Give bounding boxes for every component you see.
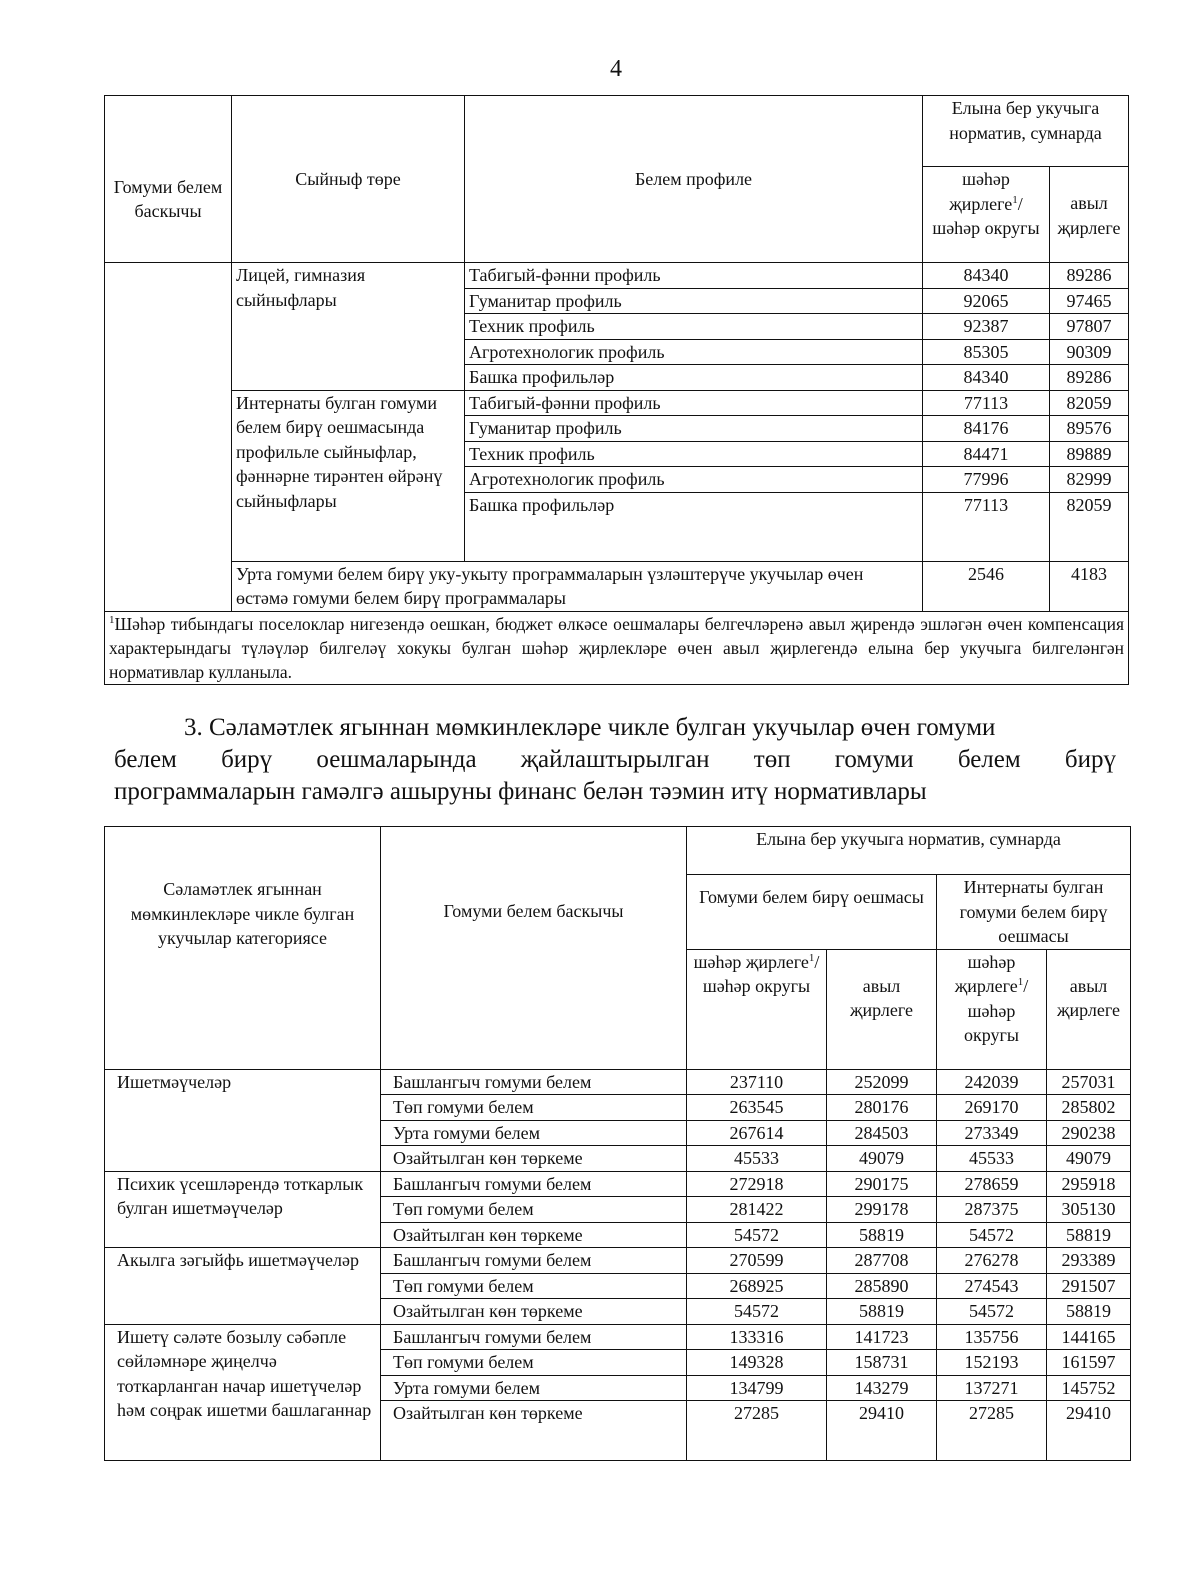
profile-cell: Техник профиль: [465, 441, 923, 467]
value-cell: 281422: [687, 1197, 827, 1223]
profile-cell: Табигый-фәнни профиль: [465, 263, 923, 289]
level-cell: Озайтылган көн төркеме: [381, 1222, 687, 1248]
level-cell: Башлангыч гомуми белем: [381, 1069, 687, 1095]
value-cell: 29410: [827, 1401, 937, 1461]
value-cell: 45533: [937, 1146, 1047, 1172]
value-cell: 285890: [827, 1273, 937, 1299]
level-cell: Озайтылган көн төркеме: [381, 1299, 687, 1325]
value-cell: 293389: [1047, 1248, 1131, 1274]
header-org-general: Гомуми белем бирү оешмасы: [687, 875, 937, 950]
value-city: 84176: [923, 416, 1050, 442]
header-village: авыл җирлеге: [1050, 167, 1129, 263]
category-cell: Психик үсешләрендә тоткарлык булган ишетмәүчеләр: [105, 1171, 381, 1248]
value-cell: 269170: [937, 1095, 1047, 1121]
value-cell: 149328: [687, 1350, 827, 1376]
header-org-boarding: Интернаты булган гомуми белем бирү оешмасы: [937, 875, 1131, 950]
profile-cell: Башка профильләр: [465, 365, 923, 391]
value-city: 77113: [923, 390, 1050, 416]
value-cell: 137271: [937, 1375, 1047, 1401]
value-cell: 27285: [687, 1401, 827, 1461]
value-cell: 54572: [937, 1299, 1047, 1325]
value-cell: 144165: [1047, 1324, 1131, 1350]
header-category: Сәламәтлек ягыннан мөмкинлекләре чикле булган укучылар категориясе: [105, 827, 381, 1070]
value-city: 84340: [923, 365, 1050, 391]
value-village: 90309: [1050, 339, 1129, 365]
level-cell: Төп гомуми белем: [381, 1273, 687, 1299]
value-cell: 58819: [1047, 1299, 1131, 1325]
value-cell: 273349: [937, 1120, 1047, 1146]
value-village: 4183: [1050, 561, 1129, 611]
value-cell: 49079: [827, 1146, 937, 1172]
value-cell: 305130: [1047, 1197, 1131, 1223]
header-normative: Елына бер укучыга норматив, сумнарда: [923, 96, 1129, 167]
value-cell: 29410: [1047, 1401, 1131, 1461]
extra-program-cell: Урта гомуми белем бирү уку-укыту программаларын үзләштерүче укучылар өчен өстәмә гомуми белем бирү программалары: [232, 561, 923, 611]
class-type-cell: Интернаты булган гомуми белем бирү оешмасында профильле сыйныфлар, фәннәрне тирәнтен өйрәнү сыйныфлары: [232, 390, 465, 561]
value-cell: 295918: [1047, 1171, 1131, 1197]
value-village: 82059: [1050, 390, 1129, 416]
value-city: 92387: [923, 314, 1050, 340]
value-city: 85305: [923, 339, 1050, 365]
value-cell: 161597: [1047, 1350, 1131, 1376]
value-village: 82999: [1050, 467, 1129, 493]
value-city: 77996: [923, 467, 1050, 493]
category-cell: Акылга зәгыйфь ишетмәүчеләр: [105, 1248, 381, 1325]
value-cell: 242039: [937, 1069, 1047, 1095]
value-cell: 54572: [687, 1222, 827, 1248]
header-city-2: шәһәр җирлеге$^1$/ шәһәр округы: [937, 949, 1047, 1069]
level-cell: Төп гомуми белем: [381, 1197, 687, 1223]
page-number: 4: [610, 56, 622, 82]
value-cell: 58819: [827, 1222, 937, 1248]
class-type-cell: Лицей, гимназия сыйныфлары: [232, 263, 465, 391]
value-cell: 134799: [687, 1375, 827, 1401]
header-village-1: авыл җирлеге: [827, 949, 937, 1069]
value-cell: 45533: [687, 1146, 827, 1172]
value-cell: 287375: [937, 1197, 1047, 1223]
profile-cell: Гуманитар профиль: [465, 288, 923, 314]
value-cell: 27285: [937, 1401, 1047, 1461]
value-cell: 270599: [687, 1248, 827, 1274]
category-cell: Ишетмәүчеләр: [105, 1069, 381, 1171]
level-cell: Озайтылган көн төркеме: [381, 1146, 687, 1172]
value-cell: 284503: [827, 1120, 937, 1146]
value-cell: 287708: [827, 1248, 937, 1274]
header-level: Гомуми белем баскычы: [105, 96, 232, 263]
level-cell: Башлангыч гомуми белем: [381, 1324, 687, 1350]
header-level: Гомуми белем баскычы: [381, 827, 687, 1070]
value-cell: 152193: [937, 1350, 1047, 1376]
value-cell: 58819: [1047, 1222, 1131, 1248]
value-cell: 276278: [937, 1248, 1047, 1274]
profile-normatives-table: [104, 95, 1129, 685]
profile-cell: Башка профильләр: [465, 492, 923, 561]
value-cell: 237110: [687, 1069, 827, 1095]
value-village: 97465: [1050, 288, 1129, 314]
level-cell: Урта гомуми белем: [381, 1375, 687, 1401]
value-cell: 267614: [687, 1120, 827, 1146]
value-cell: 252099: [827, 1069, 937, 1095]
value-city: 77113: [923, 492, 1050, 561]
value-village: 97807: [1050, 314, 1129, 340]
level-cell: Төп гомуми белем: [381, 1350, 687, 1376]
value-cell: 290238: [1047, 1120, 1131, 1146]
value-cell: 291507: [1047, 1273, 1131, 1299]
profile-cell: Гуманитар профиль: [465, 416, 923, 442]
profile-cell: Агротехнологик профиль: [465, 339, 923, 365]
value-cell: 135756: [937, 1324, 1047, 1350]
level-cell: Урта гомуми белем: [381, 1120, 687, 1146]
value-city: 84471: [923, 441, 1050, 467]
value-cell: 272918: [687, 1171, 827, 1197]
category-cell: Ишетү сәләте бозылу сәбәпле сөйләмнәре җиңелчә тоткарланган начар ишетүчеләр һәм соңрак ишетми башлаганнар: [105, 1324, 381, 1461]
profile-cell: Техник профиль: [465, 314, 923, 340]
header-profile: Белем профиле: [465, 96, 923, 263]
value-village: 82059: [1050, 492, 1129, 561]
value-cell: 274543: [937, 1273, 1047, 1299]
health-normatives-table: [104, 826, 1131, 1461]
value-cell: 268925: [687, 1273, 827, 1299]
value-cell: 49079: [1047, 1146, 1131, 1172]
value-cell: 290175: [827, 1171, 937, 1197]
value-village: 89889: [1050, 441, 1129, 467]
value-city: 84340: [923, 263, 1050, 289]
value-cell: 158731: [827, 1350, 937, 1376]
value-cell: 285802: [1047, 1095, 1131, 1121]
value-cell: 280176: [827, 1095, 937, 1121]
level-cell: [105, 263, 232, 612]
value-cell: 58819: [827, 1299, 937, 1325]
footnote: $^1$Шәһәр тибындагы поселоклар нигезендә оешкан, бюджет өлкәсе оешмалары белгечләренә авыл җирендә эшләгән өчен компенсация характерындагы түләүләр билгеләү хокукы булган шәһәр җирлекләре өчен авыл җирлегендә елына бер укучыга билгеләнгән нормативлар кулланыла.: [105, 611, 1129, 684]
level-cell: Башлангыч гомуми белем: [381, 1248, 687, 1274]
value-village: 89576: [1050, 416, 1129, 442]
level-cell: Башлангыч гомуми белем: [381, 1171, 687, 1197]
header-city: шәһәр җирлеге$^1$/ шәһәр округы: [923, 167, 1050, 263]
header-village-2: авыл җирлеге: [1047, 949, 1131, 1069]
header-class-type: Сыйныф төре: [232, 96, 465, 263]
header-city-1: шәһәр җирлеге$^1$/ шәһәр округы: [687, 949, 827, 1069]
value-city: 2546: [923, 561, 1050, 611]
value-cell: 133316: [687, 1324, 827, 1350]
level-cell: Төп гомуми белем: [381, 1095, 687, 1121]
value-cell: 257031: [1047, 1069, 1131, 1095]
value-cell: 299178: [827, 1197, 937, 1223]
value-cell: 145752: [1047, 1375, 1131, 1401]
level-cell: Озайтылган көн төркеме: [381, 1401, 687, 1461]
value-village: 89286: [1050, 365, 1129, 391]
section-heading: 3. Сәламәтлек ягыннан мөмкинлекләре чикле булган укучылар өчен гомуми белем бирү оешмаларында җайлаштырылган төп гомуми белем бирү программаларын гамәлгә ашыруны финанс белән тәэмин итү нормативлары: [114, 714, 1116, 805]
value-city: 92065: [923, 288, 1050, 314]
value-cell: 141723: [827, 1324, 937, 1350]
profile-cell: Табигый-фәнни профиль: [465, 390, 923, 416]
value-cell: 143279: [827, 1375, 937, 1401]
value-village: 89286: [1050, 263, 1129, 289]
header-normative: Елына бер укучыга норматив, сумнарда: [687, 827, 1131, 875]
value-cell: 263545: [687, 1095, 827, 1121]
value-cell: 54572: [937, 1222, 1047, 1248]
profile-cell: Агротехнологик профиль: [465, 467, 923, 493]
value-cell: 278659: [937, 1171, 1047, 1197]
value-cell: 54572: [687, 1299, 827, 1325]
